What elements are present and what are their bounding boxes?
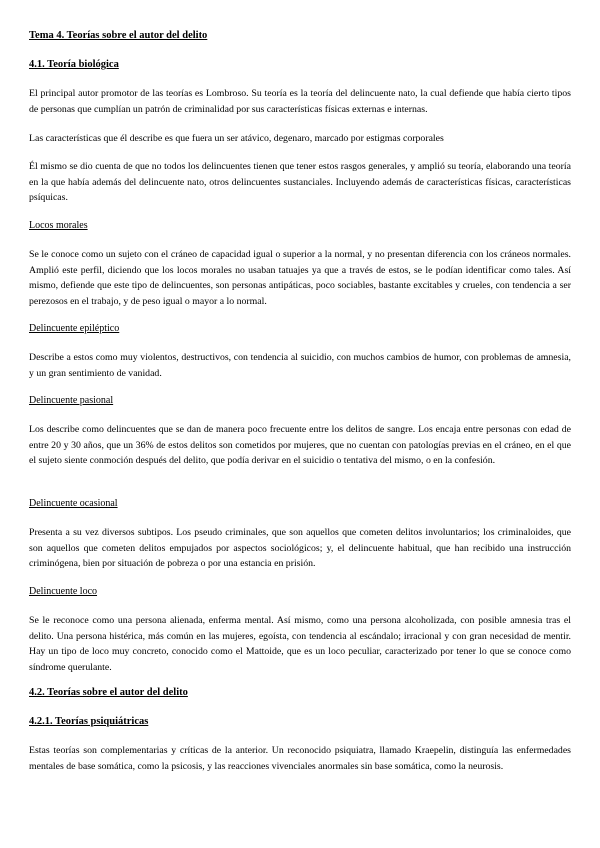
paragraph-delincuente-ocasional: Presenta a su vez diversos subtipos. Los pseudo criminales, que son aquellos que cometen delitos involuntarios; los criminaloides, que son aquellos que cometen delitos empujados por aspectos sociológicos; y, el delincuente habitual, que han recibido una instrucción criminógena, bien por situación de pobreza o por una estancia en prisión. [29, 527, 571, 569]
paragraph-teorias-psiquiatricas: Estas teorías son complementarias y críticas de la anterior. Un reconocido psiquiatra, llamado Kraepelin, distinguía las enfermedades mentales de base somática, como la psicosis, y las reacciones vivenciales anormales sin base somática, como la neurosis. [29, 745, 571, 772]
paragraph-locos-morales: Se le conoce como un sujeto con el cráneo de capacidad igual o superior a la normal, y no presentan diferencia con los cráneos normales. Amplió este perfil, diciendo que los locos morales no usaban tatuajes ya que a través de estos, se le podían identificar como tales. Así mismo, defiende que este tipo de delincuentes, son personas antipáticas, poco sociables, bastante excitables y crueles, con tendencia a ser perezosos en el trabajo, y de peso igual o mayor a lo normal. [29, 249, 571, 307]
section-heading-teorias-autor: 4.2. Teorías sobre el autor del delito [29, 687, 188, 698]
paragraph-lombroso: El principal autor promotor de las teorías es Lombroso. Su teoría es la teoría del delincuente nato, la cual defiende que había cierto tipos de personas que cumplían un patrón de criminalidad por sus características físicas externas e internas. [29, 88, 571, 115]
paragraph-delincuente-epileptico: Describe a estos como muy violentos, destructivos, con tendencia al suicidio, con muchos cambios de humor, con problemas de amnesia, y un gran sentimiento de vanidad. [29, 352, 571, 379]
subheading-delincuente-pasional: Delincuente pasional [29, 395, 114, 406]
subheading-delincuente-ocasional: Delincuente ocasional [29, 498, 118, 509]
document-title: Tema 4. Teorías sobre el autor del delito [29, 30, 208, 41]
paragraph-ampliacion: Él mismo se dio cuenta de que no todos los delincuentes tienen que tener estos rasgos generales, y amplió su teoría, elaborando una teoría en la que había además del delincuente nato, otros delincuentes sustanciales. Incluyendo además de características físicas, características psíquicas. [29, 161, 571, 203]
subheading-delincuente-epileptico: Delincuente epiléptico [29, 323, 120, 334]
paragraph-caracteristicas: Las características que él describe es que fuera un ser atávico, degenaro, marcado por estigmas corporales [29, 133, 444, 144]
paragraph-delincuente-pasional: Los describe como delincuentes que se dan de manera poco frecuente entre los delitos de sangre. Los encaja entre personas con edad de entre 20 y 30 años, que un 36% de estos delitos son cometidos por mujeres, que no cuentan con patologías previas en el cráneo, en el que el sujeto siente conmoción después del delito, que podía derivar en el suicidio o tentativa del mismo, o en la confesión. [29, 424, 571, 466]
section-heading-teoria-biologica: 4.1. Teoría biológica [29, 59, 119, 70]
subheading-locos-morales: Locos morales [29, 220, 88, 231]
subheading-delincuente-loco: Delincuente loco [29, 586, 98, 597]
paragraph-delincuente-loco: Se le reconoce como una persona alienada, enferma mental. Así mismo, como una persona alcoholizada, con posible amnesia tras el delito. Una persona histérica, más común en las mujeres, egoísta, con tendencia al escándalo; irracional y con gran necesidad de mentir. Hay un tipo de loco muy concreto, conocido como el Mattoide, que es un loco peculiar, caracterizado por tener lo que se conoce como síndrome querulante. [29, 615, 571, 673]
section-heading-teorias-psiquiatricas: 4.2.1. Teorías psiquiátricas [29, 716, 149, 727]
